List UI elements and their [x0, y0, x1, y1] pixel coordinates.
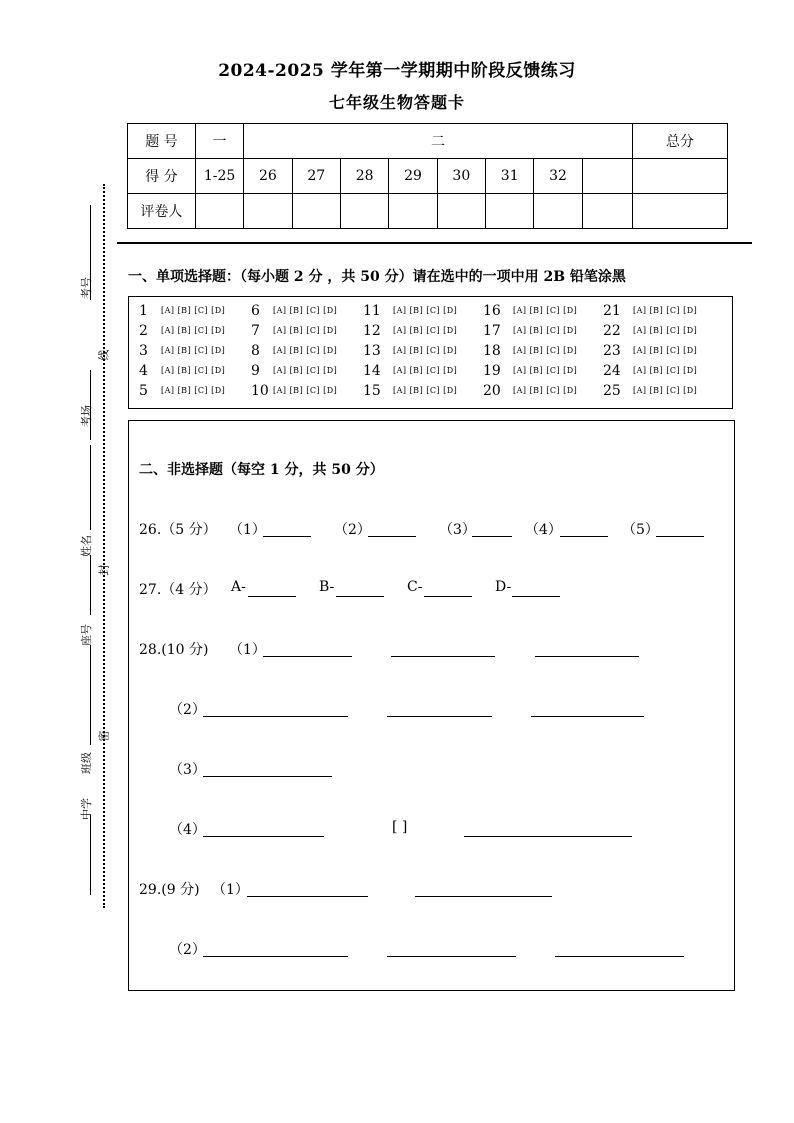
q26-part4: （4）	[525, 522, 562, 538]
table-row	[128, 159, 728, 194]
choice-item[interactable]	[139, 303, 225, 319]
xingming-label: 姓名	[80, 535, 93, 557]
section-divider	[117, 242, 752, 244]
answer-blank[interactable]	[391, 656, 495, 657]
choice-item[interactable]	[363, 303, 457, 319]
q27-a: A-	[231, 579, 246, 595]
answer-blank[interactable]	[203, 956, 348, 957]
answer-blank[interactable]	[415, 896, 552, 897]
choice-item[interactable]	[139, 343, 225, 359]
choice-options[interactable]: [A] [B] [C] [D]	[273, 366, 338, 375]
multiple-choice-box	[128, 296, 733, 409]
choice-options[interactable]: [A] [B] [C] [D]	[161, 346, 226, 355]
q26-part5: （5）	[622, 522, 659, 538]
page-title: 2024-2025 学年第一学期期中阶段反馈练习	[218, 61, 576, 81]
choice-item[interactable]	[251, 323, 337, 339]
choice-item[interactable]	[251, 303, 337, 319]
choice-options[interactable]: [A] [B] [C] [D]	[633, 326, 698, 335]
answer-blank[interactable]	[472, 536, 512, 537]
answer-blank[interactable]	[560, 536, 608, 537]
choice-item[interactable]	[363, 363, 457, 379]
q29-label: 29.(9 分)	[139, 882, 200, 898]
grader-cell[interactable]	[389, 194, 437, 229]
answer-blank[interactable]	[203, 716, 348, 717]
answer-blank[interactable]	[535, 656, 639, 657]
question-number: 16	[483, 303, 501, 319]
zuohao-label: 座号	[80, 624, 93, 646]
choice-options[interactable]: [A] [B] [C] [D]	[393, 326, 458, 335]
choice-item[interactable]	[483, 363, 577, 379]
total-score-cell[interactable]	[632, 159, 727, 194]
grader-cell[interactable]	[632, 194, 727, 229]
section2-heading: 二、非选择题（每空 1 分，共 50 分）	[139, 462, 384, 478]
question-number: 24	[603, 363, 621, 379]
choice-options[interactable]: [A] [B] [C] [D]	[633, 306, 698, 315]
binding-dotted-line	[103, 184, 105, 908]
question-number: 7	[251, 323, 260, 339]
school-label: 中学	[80, 798, 93, 820]
grader-cell[interactable]	[340, 194, 388, 229]
q27-d: D-	[495, 579, 512, 595]
choice-options[interactable]: [A] [B] [C] [D]	[273, 386, 338, 395]
answer-blank[interactable]	[248, 596, 296, 597]
page-subtitle: 七年级生物答题卡	[328, 93, 465, 112]
question-number: 19	[483, 363, 501, 379]
answer-blank[interactable]	[368, 536, 416, 537]
question-number: 23	[603, 343, 621, 359]
row-label-tihao: 题 号	[128, 124, 196, 159]
q29-part2: （2）	[169, 942, 206, 958]
score-cell[interactable]: 30	[437, 159, 485, 194]
table-row	[128, 194, 728, 229]
choice-item[interactable]	[603, 323, 697, 339]
choice-options[interactable]: [A] [B] [C] [D]	[393, 366, 458, 375]
question-number: 18	[483, 343, 501, 359]
question-number: 21	[603, 303, 621, 319]
row-label-grader: 评卷人	[128, 194, 196, 229]
choice-item[interactable]	[603, 303, 697, 319]
choice-options[interactable]: [A] [B] [C] [D]	[161, 386, 226, 395]
grader-cell[interactable]	[534, 194, 582, 229]
choice-item[interactable]	[139, 363, 225, 379]
question-number: 2	[139, 323, 148, 339]
q26-part3: （3）	[439, 522, 476, 538]
part-one-header: 一	[195, 124, 243, 159]
q27-b: B-	[319, 579, 335, 595]
choice-options[interactable]: [A] [B] [C] [D]	[633, 366, 698, 375]
grader-cell[interactable]	[582, 194, 632, 229]
answer-blank[interactable]	[336, 596, 384, 597]
q28-bracket[interactable]: [ ]	[392, 819, 408, 835]
grader-cell[interactable]	[292, 194, 340, 229]
choice-item[interactable]	[139, 383, 225, 399]
question-number: 1	[139, 303, 148, 319]
part-two-header: 二	[244, 124, 632, 159]
question-number: 12	[363, 323, 381, 339]
question-number: 13	[363, 343, 381, 359]
answer-blank[interactable]	[464, 836, 632, 837]
q28-part3: （3）	[169, 762, 206, 778]
question-number: 15	[363, 383, 381, 399]
q27-label: 27.（4 分）	[139, 582, 217, 598]
feng-mark: 封	[97, 564, 111, 576]
grader-cell[interactable]	[195, 194, 243, 229]
kaohao-label: 考号	[80, 277, 93, 299]
question-number: 3	[139, 343, 148, 359]
choice-item[interactable]	[603, 363, 697, 379]
choice-item[interactable]	[603, 343, 697, 359]
choice-item[interactable]	[363, 383, 457, 399]
table-row	[128, 124, 728, 159]
choice-options[interactable]: [A] [B] [C] [D]	[513, 386, 578, 395]
score-cell[interactable]: 29	[389, 159, 437, 194]
score-cell[interactable]: 27	[292, 159, 340, 194]
choice-item[interactable]	[251, 383, 337, 399]
choice-options[interactable]: [A] [B] [C] [D]	[513, 346, 578, 355]
grader-cell[interactable]	[486, 194, 534, 229]
choice-item[interactable]	[483, 343, 577, 359]
score-table	[127, 123, 728, 229]
answer-blank[interactable]	[656, 536, 704, 537]
choice-options[interactable]: [A] [B] [C] [D]	[513, 366, 578, 375]
question-number: 22	[603, 323, 621, 339]
answer-blank[interactable]	[263, 656, 352, 657]
choice-options[interactable]: [A] [B] [C] [D]	[161, 366, 226, 375]
choice-item[interactable]	[251, 363, 337, 379]
q26-part2: （2）	[334, 522, 371, 538]
choice-item[interactable]	[251, 343, 337, 359]
total-header: 总分	[632, 124, 727, 159]
choice-item[interactable]	[363, 323, 457, 339]
choice-options[interactable]: [A] [B] [C] [D]	[633, 346, 698, 355]
q26-part1: （1）	[229, 522, 266, 538]
choice-item[interactable]	[363, 343, 457, 359]
answer-blank[interactable]	[512, 596, 560, 597]
choice-item[interactable]	[483, 303, 577, 319]
grader-cell[interactable]	[437, 194, 485, 229]
kaochang-label: 考场	[80, 405, 93, 427]
choice-options[interactable]: [A] [B] [C] [D]	[161, 306, 226, 315]
score-cell[interactable]: 26	[244, 159, 292, 194]
choice-item[interactable]	[603, 383, 697, 399]
answer-blank[interactable]	[247, 896, 368, 897]
choice-item[interactable]	[483, 323, 577, 339]
xian-mark: 线	[97, 349, 111, 361]
question-number: 25	[603, 383, 621, 399]
choice-options[interactable]: [A] [B] [C] [D]	[273, 306, 338, 315]
choice-options[interactable]: [A] [B] [C] [D]	[393, 306, 458, 315]
choice-item[interactable]	[139, 323, 225, 339]
q28-part2: （2）	[169, 702, 206, 718]
question-number: 4	[139, 363, 148, 379]
score-cell[interactable]: 1-25	[195, 159, 243, 194]
banji-fill-line[interactable]	[90, 645, 91, 745]
choice-options[interactable]: [A] [B] [C] [D]	[273, 326, 338, 335]
answer-blank[interactable]	[387, 716, 492, 717]
score-cell[interactable]: 31	[486, 159, 534, 194]
answer-blank[interactable]	[263, 536, 311, 537]
question-number: 9	[251, 363, 260, 379]
choice-item[interactable]	[483, 383, 577, 399]
zuohao-fill-line[interactable]	[90, 555, 91, 615]
answer-box	[128, 420, 735, 991]
row-label-defen: 得 分	[128, 159, 196, 194]
score-cell[interactable]	[582, 159, 632, 194]
answer-blank[interactable]	[424, 596, 472, 597]
q26-label: 26.（5 分）	[139, 522, 217, 538]
answer-blank[interactable]	[203, 836, 324, 837]
score-cell[interactable]: 28	[340, 159, 388, 194]
question-number: 14	[363, 363, 381, 379]
choice-options[interactable]: [A] [B] [C] [D]	[161, 326, 226, 335]
question-number: 5	[139, 383, 148, 399]
answer-blank[interactable]	[555, 956, 684, 957]
q28-part4: （4）	[169, 822, 206, 838]
question-number: 20	[483, 383, 501, 399]
grader-cell[interactable]	[244, 194, 292, 229]
question-number: 10	[251, 383, 269, 399]
school-fill-line[interactable]	[90, 815, 91, 895]
choice-options[interactable]: [A] [B] [C] [D]	[513, 326, 578, 335]
answer-blank[interactable]	[203, 776, 332, 777]
mi-mark: 密	[97, 730, 111, 742]
score-cell[interactable]: 32	[534, 159, 582, 194]
choice-options[interactable]: [A] [B] [C] [D]	[393, 386, 458, 395]
choice-options[interactable]: [A] [B] [C] [D]	[273, 346, 338, 355]
section1-heading: 一、单项选择题：（每小题 2 分 ，共 50 分）请在选中的一项中用 2B 铅笔涂黑	[128, 269, 626, 285]
choice-options[interactable]: [A] [B] [C] [D]	[393, 346, 458, 355]
q27-c: C-	[407, 579, 423, 595]
question-number: 17	[483, 323, 501, 339]
question-number: 11	[363, 303, 381, 319]
q28-part1: （1）	[229, 642, 266, 658]
question-number: 6	[251, 303, 260, 319]
answer-blank[interactable]	[531, 716, 644, 717]
answer-blank[interactable]	[387, 956, 516, 957]
banji-label: 班级	[80, 752, 93, 774]
q28-label: 28.(10 分)	[139, 642, 209, 658]
question-number: 8	[251, 343, 260, 359]
q29-part1: （1）	[212, 882, 249, 898]
choice-options[interactable]: [A] [B] [C] [D]	[513, 306, 578, 315]
choice-options[interactable]: [A] [B] [C] [D]	[633, 386, 698, 395]
xingming-fill-line[interactable]	[90, 445, 91, 530]
